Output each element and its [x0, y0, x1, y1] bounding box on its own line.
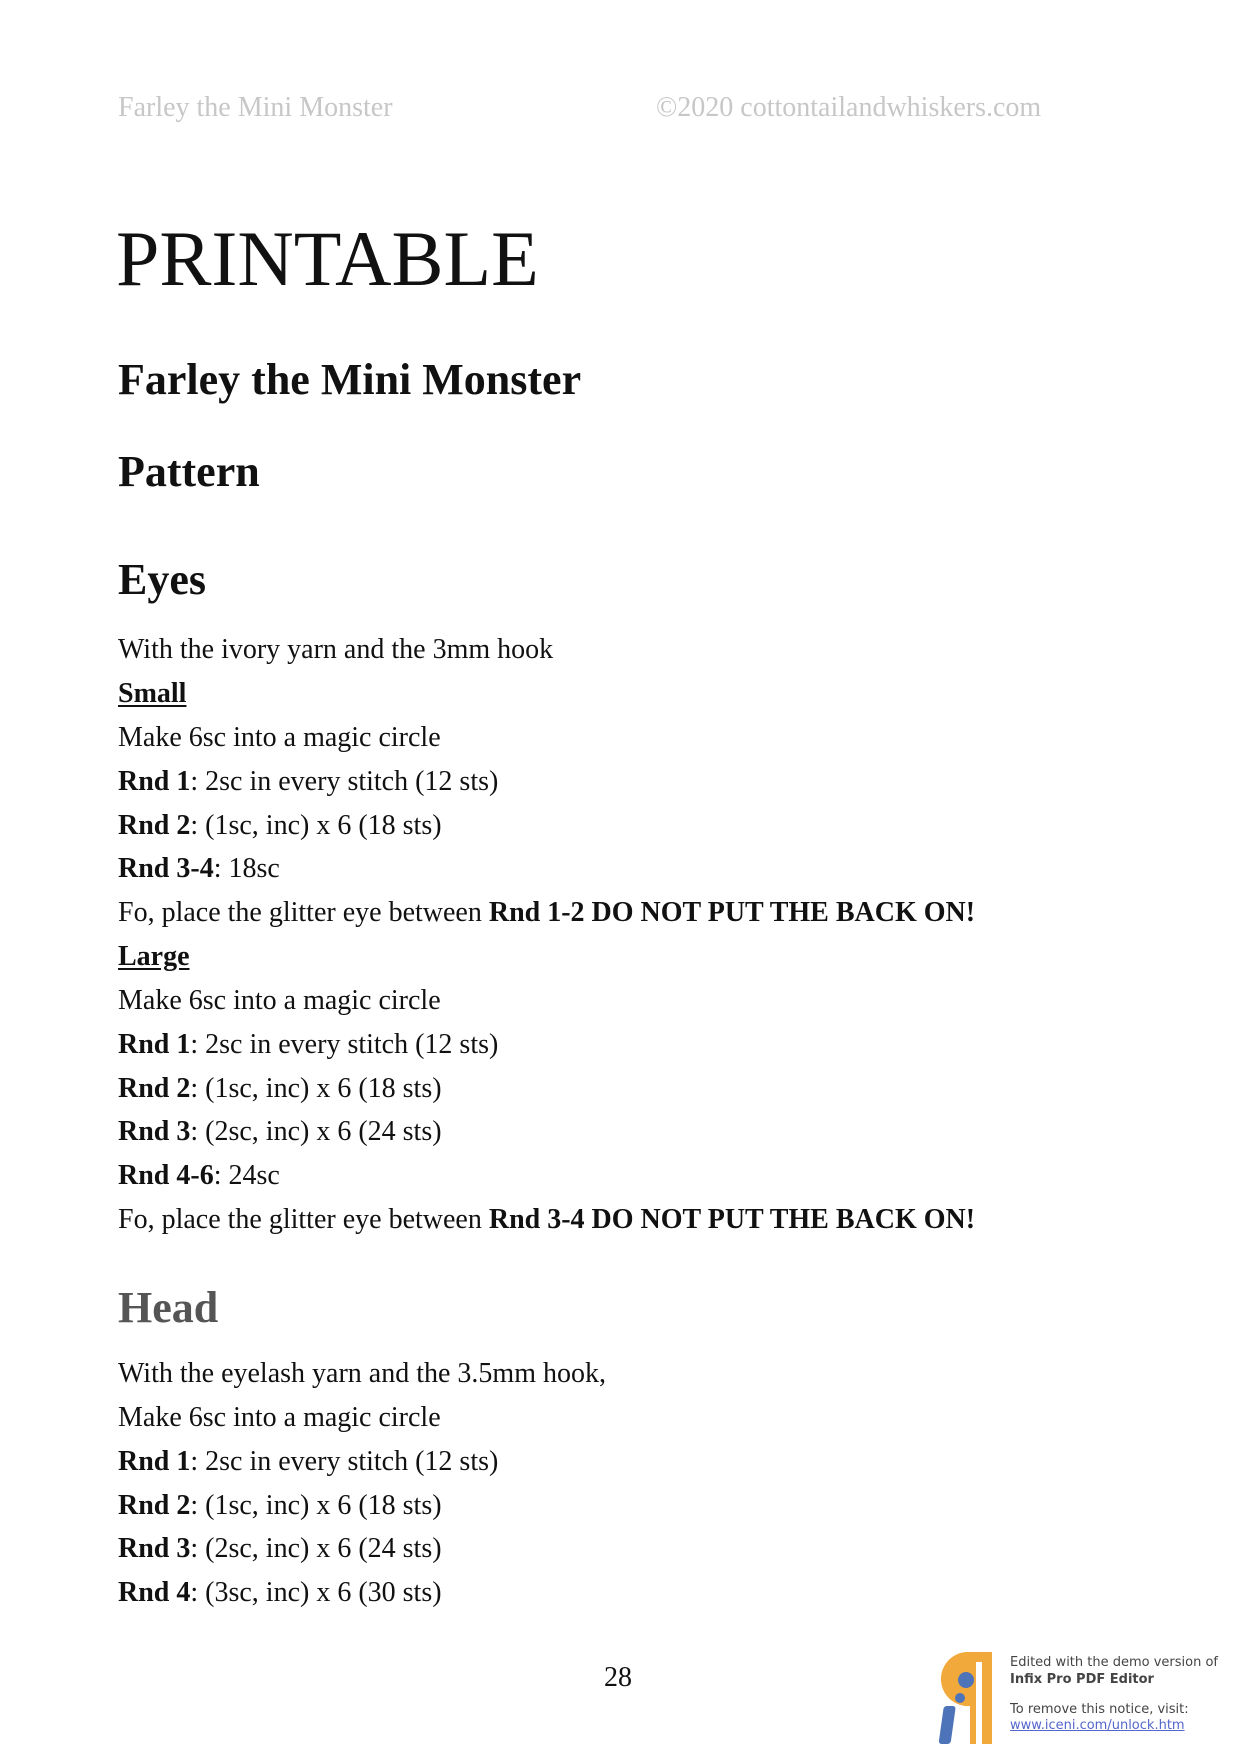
round-instruction: : (1sc, inc) x 6 (18 sts)	[190, 1073, 442, 1104]
eyes-small-round	[118, 768, 498, 796]
pattern-label: Pattern	[118, 447, 260, 496]
finish-warning: Rnd 1-2 DO NOT PUT THE BACK ON!	[488, 897, 976, 928]
head-intro: With the eyelash yarn and the 3.5mm hook,	[118, 1358, 606, 1389]
watermark-unlock-link[interactable]: www.iceni.com/unlock.htm	[1010, 1718, 1185, 1733]
eyes-small-start: Make 6sc into a magic circle	[118, 722, 441, 753]
round-label: Rnd 1	[118, 1029, 191, 1060]
eyes-large-start: Make 6sc into a magic circle	[118, 985, 441, 1016]
round-instruction: : 18sc	[213, 853, 280, 884]
round-label: Rnd 1	[118, 1446, 191, 1477]
eyes-large-label: Large	[118, 941, 190, 972]
round-instruction: : 2sc in every stitch (12 sts)	[190, 766, 499, 797]
round-instruction: : 2sc in every stitch (12 sts)	[190, 1446, 499, 1477]
round-label: Rnd 4	[118, 1577, 191, 1608]
round-label: Rnd 2	[118, 1073, 191, 1104]
eyes-large-round	[118, 1118, 442, 1146]
header-left-title: Farley the Mini Monster	[118, 92, 393, 123]
head-round	[118, 1492, 442, 1520]
round-instruction: : (2sc, inc) x 6 (24 sts)	[190, 1533, 442, 1564]
head-start: Make 6sc into a magic circle	[118, 1402, 441, 1433]
section-heading-eyes: Eyes	[118, 555, 206, 604]
header-copyright: ©2020 cottontailandwhiskers.com	[656, 92, 1042, 123]
watermark-line-1: Edited with the demo version of	[1010, 1655, 1219, 1670]
finish-text: Fo, place the glitter eye between	[118, 897, 489, 928]
head-round	[118, 1579, 442, 1607]
round-instruction: : (3sc, inc) x 6 (30 sts)	[190, 1577, 442, 1608]
round-instruction: : 2sc in every stitch (12 sts)	[190, 1029, 499, 1060]
eyes-small-finish	[118, 899, 975, 927]
eyes-small-round	[118, 812, 442, 840]
round-instruction: : (2sc, inc) x 6 (24 sts)	[190, 1116, 442, 1147]
head-round	[118, 1448, 498, 1476]
round-label: Rnd 2	[118, 1490, 191, 1521]
page-number: 28	[604, 1662, 632, 1693]
watermark-product-name: Infix Pro PDF Editor	[1010, 1672, 1154, 1687]
finish-text: Fo, place the glitter eye between	[118, 1204, 489, 1235]
eyes-large-round	[118, 1162, 280, 1190]
eyes-small-round	[118, 855, 280, 883]
eyes-large-finish	[118, 1206, 975, 1234]
eyes-small-label: Small	[118, 678, 187, 709]
watermark-line-3: To remove this notice, visit:	[1010, 1702, 1189, 1717]
page-title: PRINTABLE	[116, 215, 539, 302]
round-instruction: : (1sc, inc) x 6 (18 sts)	[190, 1490, 442, 1521]
round-label: Rnd 1	[118, 766, 191, 797]
round-label: Rnd 3-4	[118, 853, 214, 884]
round-label: Rnd 3	[118, 1116, 191, 1147]
eyes-intro: With the ivory yarn and the 3mm hook	[118, 634, 554, 665]
infix-logo-icon	[930, 1648, 1010, 1748]
head-round	[118, 1535, 442, 1563]
pattern-name: Farley the Mini Monster	[118, 355, 582, 404]
round-label: Rnd 4-6	[118, 1160, 214, 1191]
eyes-large-round	[118, 1075, 442, 1103]
eyes-large-round	[118, 1031, 498, 1059]
round-label: Rnd 3	[118, 1533, 191, 1564]
infix-watermark[interactable]	[930, 1648, 1230, 1748]
round-label: Rnd 2	[118, 810, 191, 841]
round-instruction: : 24sc	[213, 1160, 280, 1191]
finish-warning: Rnd 3-4 DO NOT PUT THE BACK ON!	[488, 1204, 976, 1235]
round-instruction: : (1sc, inc) x 6 (18 sts)	[190, 810, 442, 841]
section-heading-head: Head	[118, 1283, 219, 1332]
